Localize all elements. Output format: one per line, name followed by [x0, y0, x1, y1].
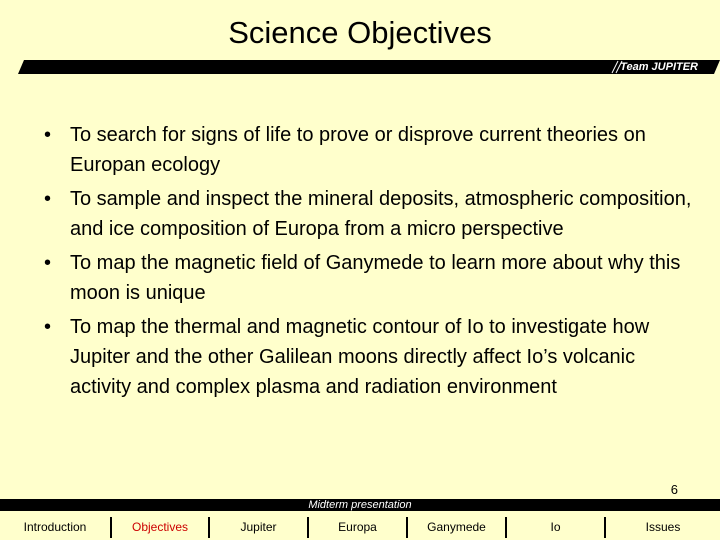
nav-europa[interactable]: Europa — [338, 520, 377, 534]
nav-io[interactable]: Io — [550, 520, 561, 534]
bullet-dot-icon: • — [44, 188, 52, 210]
footer-label: Midterm presentation — [308, 499, 412, 511]
nav-jupiter[interactable]: Jupiter — [240, 520, 277, 534]
team-label: Team JUPITER — [620, 61, 698, 73]
bullet-dot-icon: • — [44, 124, 52, 146]
bullet-item — [44, 120, 694, 180]
slide-title: Science Objectives — [228, 15, 492, 50]
header-bar — [18, 60, 720, 74]
bullet-text: To map the thermal and magnetic contour of Io to investigate how Jupiter and the other Galilean moons directly affect Io’s volcanic activity and complex plasma and radiation environment — [70, 316, 650, 398]
bullet-item — [44, 312, 694, 402]
bullet-dot-icon: • — [44, 252, 52, 274]
bullet-text: To map the magnetic field of Ganymede to learn more about why this moon is unique — [70, 252, 681, 304]
footer-bar — [0, 499, 720, 511]
nav-ganymede[interactable]: Ganymede — [427, 520, 486, 534]
nav-bar — [0, 515, 720, 540]
bullet-item — [44, 184, 694, 244]
bullet-text: To sample and inspect the mineral deposits, atmospheric composition, and ice composition of Europa from a micro perspective — [70, 188, 692, 240]
nav-issues[interactable]: Issues — [645, 520, 681, 534]
bullet-text: To search for signs of life to prove or disprove current theories on Europan ecology — [70, 124, 646, 176]
bullet-list — [44, 120, 694, 406]
bullet-dot-icon: • — [44, 316, 52, 338]
page-number: 6 — [670, 482, 678, 497]
header-bar-shape — [18, 60, 720, 74]
bullet-item — [44, 248, 694, 308]
nav-objectives[interactable]: Objectives — [131, 520, 189, 534]
nav-introduction[interactable]: Introduction — [23, 520, 87, 534]
